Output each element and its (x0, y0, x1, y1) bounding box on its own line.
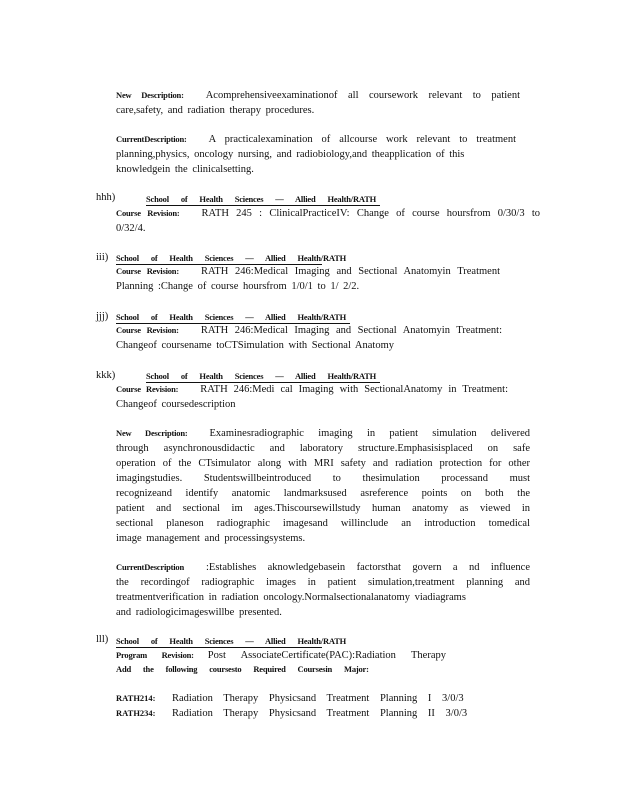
course-revision-iii (116, 264, 500, 294)
description-line: care,safety, and radiation therapy procedures. (116, 105, 315, 116)
required-course-row (116, 693, 464, 704)
description-line: Examinesradiographic imaging in patient simulation delivered (209, 428, 530, 439)
program-revision-text: Post AssociateCertificate(PAC):Radiation Therapy (207, 650, 446, 661)
item-marker-lll: lll) (96, 634, 109, 645)
section-header: School of Health Sciences — Allied Health/RATH (116, 312, 350, 324)
revision-line: RATH 246:Medical Imaging and Sectional Anatomyin Treatment: (200, 325, 502, 336)
item-marker-jjj: jjj) (96, 311, 109, 322)
revision-line: 0/32/4. (116, 223, 146, 234)
description-line: through asynchronousdidactic and laboratory structure.Emphasisisplaced on safe (116, 443, 530, 454)
description-line: :Establishes aknowledgebasein factorsthat govern a nd influence (206, 562, 530, 573)
revision-line: Changeof coursename toCTSimulation with Sectional Anatomy (116, 340, 394, 351)
required-course-row (116, 708, 467, 719)
program-revision-label: Program Revision: (116, 650, 194, 660)
course-revision-label: Course Revision: (116, 266, 179, 276)
description-line: imagingstudies. Studentswillbeintroduced to thesimulation processand must (116, 473, 530, 484)
description-line: planning,physics, oncology nursing, and radiobiology,and theapplication of this (116, 149, 465, 160)
course-revision-jjj (116, 323, 502, 353)
add-courses-instruction: Add the following coursesto Required Coursesin Major: (116, 664, 369, 674)
course-revision-hhh (116, 206, 540, 236)
course-code: RATH234: (116, 708, 156, 718)
current-description-block-1 (116, 132, 516, 177)
course-title: Radiation Therapy Physicsand Treatment Planning II 3/0/3 (172, 708, 468, 719)
description-line: image management and processingsystems. (116, 533, 306, 544)
item-marker-kkk: kkk) (96, 370, 116, 381)
description-line: the recordingof radiographic images in patient simulation,treatment planning and (116, 577, 530, 588)
course-revision-label: Course Revision: (116, 384, 179, 394)
section-header: School of Health Sciences — Allied Health/RATH (146, 194, 380, 206)
revision-line: RATH 246:Medi cal Imaging with SectionalAnatomy in Treatment: (200, 384, 508, 395)
revision-line: RATH 245 : ClinicalPracticeIV: Change of course hoursfrom 0/30/3 to (201, 208, 540, 219)
description-line: operation of the CTsimulator along with MRI safety and radiation protection for other (116, 458, 530, 469)
new-description-label: New Description: (116, 428, 188, 438)
new-description-block-1 (116, 88, 520, 118)
program-revision-lll (116, 648, 446, 663)
item-marker-iii: iii) (96, 252, 109, 263)
current-description-label: CurrentDescription (116, 562, 185, 572)
section-header: School of Health Sciences — Allied Health/RATH (116, 636, 347, 646)
description-line: treatmentverification in radiation oncology.Normalsectionalanatomy viadiagrams (116, 592, 466, 603)
revision-line: RATH 246:Medical Imaging and Sectional Anatomyin Treatment (200, 266, 500, 277)
description-line: Acomprehensiveexaminationof all coursework relevant to patient (205, 90, 520, 101)
section-header: School of Health Sciences — Allied Health/RATH (116, 253, 347, 263)
course-code: RATH214: (116, 693, 156, 703)
course-title: Radiation Therapy Physicsand Treatment Planning I 3/0/3 (172, 693, 464, 704)
description-line: and radiologicimageswillbe presented. (116, 607, 282, 618)
new-description-label: New Description: (116, 90, 184, 100)
description-line: A practicalexamination of allcourse work relevant to treatment (208, 134, 516, 145)
description-line: sectional planeson radiographic imagesand willinclude an introduction tomedical (116, 518, 530, 529)
current-description-block-2 (116, 560, 530, 620)
revision-line: Planning :Change of course hoursfrom 1/0/1 to 1/ 2/2. (116, 281, 360, 292)
current-description-label: CurrentDescription: (116, 134, 187, 144)
description-line: recognizeand identify anatomic landmarksused asreference points on both the (116, 488, 530, 499)
item-marker-hhh: hhh) (96, 192, 116, 203)
revision-line: Changeof coursedescription (116, 399, 236, 410)
course-revision-kkk (116, 382, 508, 412)
description-line: knowledgein the clinicalsetting. (116, 164, 254, 175)
description-line: patient and sectional im ages.Thiscoursewillstudy human anatomy as viewed in (116, 503, 530, 514)
new-description-block-2 (116, 426, 530, 546)
course-revision-label: Course Revision: (116, 208, 180, 218)
section-header: School of Health Sciences — Allied Health/RATH (146, 371, 380, 383)
course-revision-label: Course Revision: (116, 325, 179, 335)
